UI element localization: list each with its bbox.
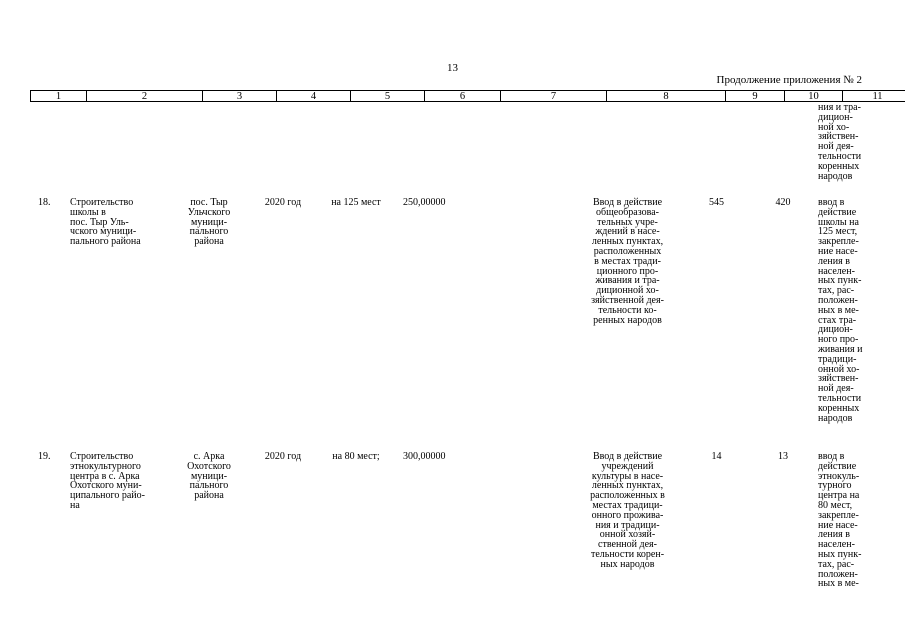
column-header-6: 6 <box>424 90 500 102</box>
page-number: 13 <box>447 62 458 74</box>
column-9-value: 545 <box>709 197 724 208</box>
column-number-header <box>30 90 905 102</box>
indicator-description: ввод в действие этнокуль- турного центра на 80 мест, закрепле- ние насе- ления в населен- ных пунк- тах, рас- положен- ных в ме- <box>818 451 862 590</box>
capacity: на 80 мест; <box>332 451 380 462</box>
completion-year: 2020 год <box>264 451 302 462</box>
column-header-3: 3 <box>202 90 276 102</box>
object-location: с. Арка Охотского муници- пального района <box>187 451 231 502</box>
column-header-10: 10 <box>784 90 842 102</box>
funding-amount: 250,00000 <box>403 197 446 208</box>
column-header-2: 2 <box>86 90 202 102</box>
column-header-9: 9 <box>725 90 784 102</box>
column-header-8: 8 <box>606 90 725 102</box>
column-10-value: 420 <box>775 197 791 208</box>
object-name: Строительство этнокультурного центра в с. Арка Охотского муни- ципального райо- на <box>70 451 145 511</box>
column-header-7: 7 <box>500 90 606 102</box>
row-number: 18. <box>38 197 51 208</box>
indicator-description: ввод в действие школы на 125 мест, закрепле- ние насе- ления в населен- ных пунк- тах, рас- положен- ных в ме- стах тра- дицион- ного про- живания и традици- онной хо- зяйствен- ной дея- тельности коренных народов <box>818 197 863 424</box>
column-header-11: 11 <box>842 90 905 102</box>
appendix-continuation-note: Продолжение приложения № 2 <box>716 74 862 86</box>
column-10-value: 13 <box>778 451 788 462</box>
expected-result: Ввод в действие учреждений культуры в насе- ленных пунктах, расположенных в местах традици- онного прожива- ния и традици- онной хозяй- ственной дея- тельности корен- ных народов <box>590 451 665 570</box>
carryover-col11-text: ния и тра- дицион- ной хо- зяйствен- ной дея- тельности коренных народов <box>818 102 862 182</box>
completion-year: 2020 год <box>264 197 302 208</box>
column-header-5: 5 <box>350 90 424 102</box>
expected-result: Ввод в действие общеобразова- тельных учре- ждений в насе- ленных пунктах, расположенных в местах тради- ционного про- живания и тра- диционной хо- зяйственной дея- тельности ко- ренных народов <box>591 197 664 326</box>
object-location: пос. Тыр Ульчского муници- пального района <box>187 197 231 248</box>
column-header-1: 1 <box>30 90 86 102</box>
column-9-value: 14 <box>711 451 722 462</box>
column-header-4: 4 <box>276 90 350 102</box>
capacity: на 125 мест <box>331 197 381 208</box>
row-number: 19. <box>38 451 51 462</box>
object-name: Строительство школы в пос. Тыр Уль- чского муници- пального района <box>70 197 141 248</box>
funding-amount: 300,00000 <box>403 451 446 462</box>
